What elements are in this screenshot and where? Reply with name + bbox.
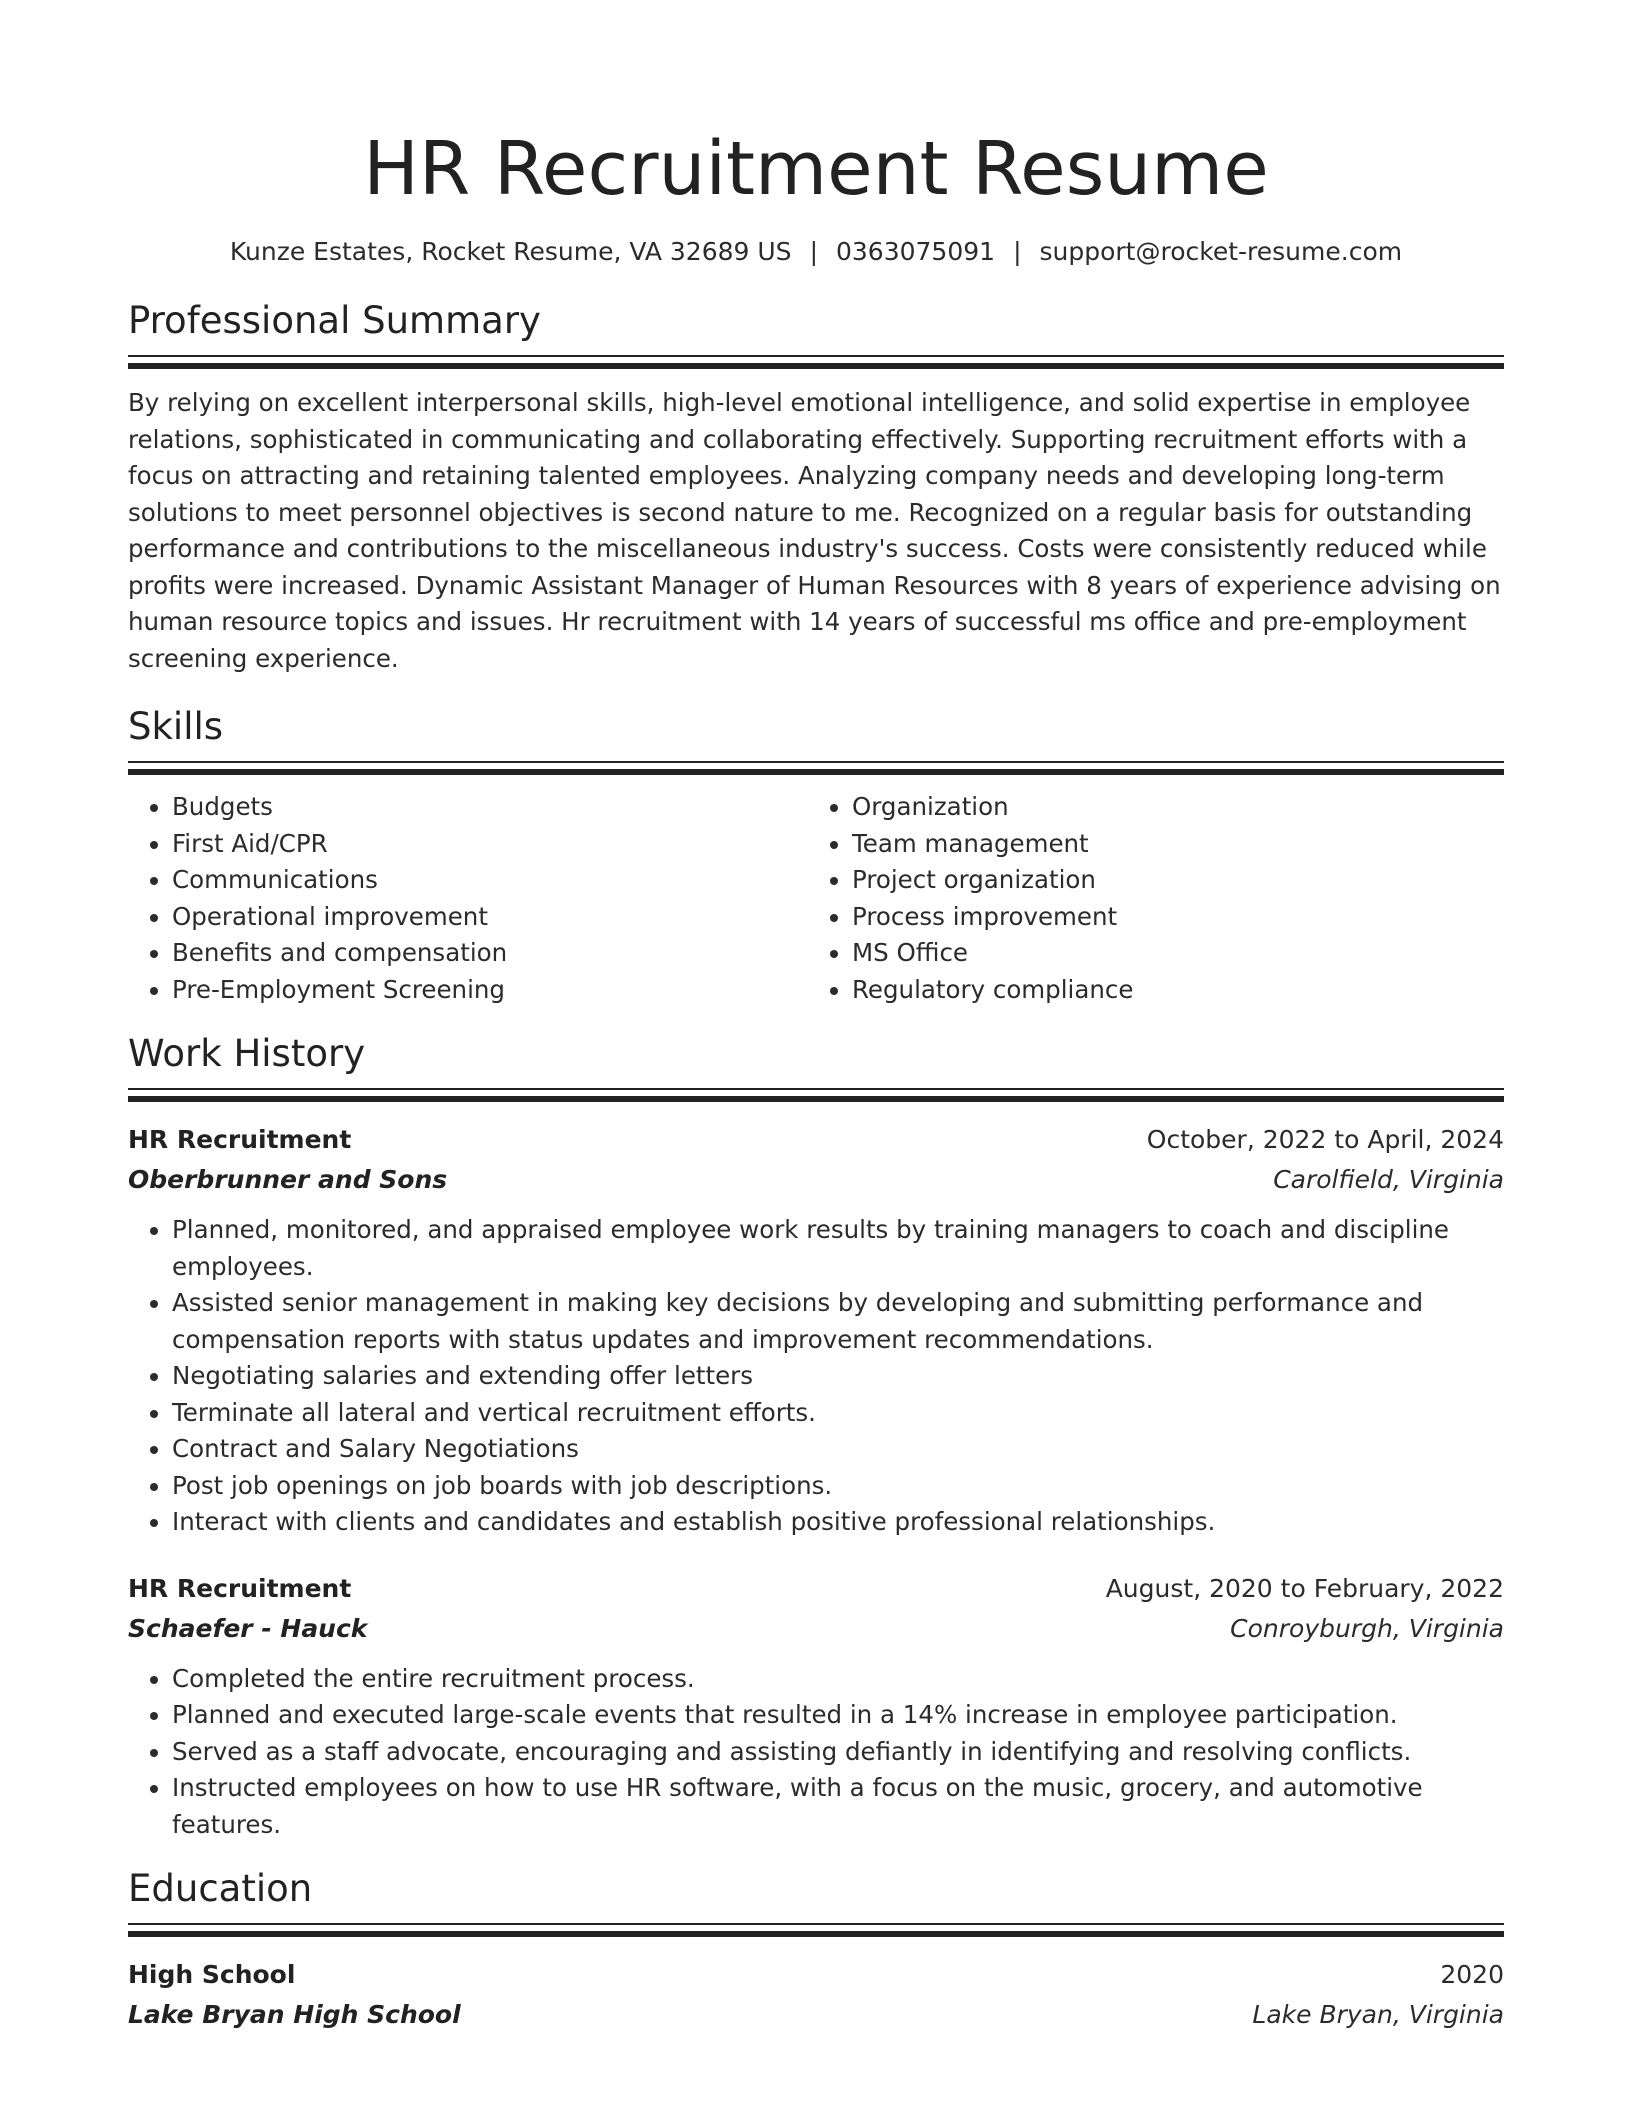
summary-text: By relying on excellent interpersonal skills, high-level emotional intelligence, and solid expertise in employee relations, sophisticated in communicating and collaborating effectively. Supporting recruitment efforts with a focus on attracting and retaining talented employees. Analyzing company needs and developing long-term solutions to meet personnel objectives is second nature to me. Recognized on a regular basis for outstanding performance and contributions to the miscellaneous industry's success. Costs were consistently reduced while profits were increased. Dynamic Assistant Manager of Human Resources with 8 years of experience advising on human resource topics and issues. Hr recruitment with 14 years of successful ms office and pre-employment screening experience.: [128, 388, 1501, 673]
job-company: Schaefer - Hauck: [128, 1613, 368, 1643]
section-divider: [128, 761, 1504, 775]
job-title: HR Recruitment: [128, 1573, 352, 1603]
job-bullet: • Contract and Salary Negotiations: [172, 1431, 1504, 1468]
job-bullets: [128, 1212, 1504, 1541]
job-entry: [128, 1120, 1504, 1541]
job-location: Conroyburgh, Virginia: [1230, 1613, 1504, 1643]
job-subheader: [128, 1160, 1504, 1200]
job-bullet: • Post job openings on job boards with job descriptions.: [172, 1468, 1504, 1505]
summary-section: [128, 297, 1504, 677]
job-entry: [128, 1569, 1504, 1844]
job-bullet: • Planned, monitored, and appraised employee work results by training managers to coach and discipline employees.: [172, 1212, 1504, 1285]
education-entry: [128, 1955, 1504, 2035]
job-bullet: • Completed the entire recruitment process.: [172, 1661, 1504, 1698]
job-bullets: [128, 1661, 1504, 1844]
job-bullet: • Instructed employees on how to use HR software, with a focus on the music, grocery, and automotive features.: [172, 1770, 1504, 1843]
contact-separator: |: [809, 237, 818, 266]
skill-item: • Process improvement: [852, 899, 1488, 936]
education-location: Lake Bryan, Virginia: [1252, 2000, 1504, 2029]
job-bullet: • Terminate all lateral and vertical recruitment efforts.: [172, 1395, 1504, 1432]
job-bullet: • Interact with clients and candidates and establish positive professional relationships.: [172, 1504, 1504, 1541]
contact-phone: 0363075091: [836, 237, 996, 266]
contact-address: Kunze Estates, Rocket Resume, VA 32689 US: [229, 237, 792, 266]
skill-item: • MS Office: [852, 935, 1488, 972]
skills-list-right: [808, 789, 1488, 1008]
summary-heading: Professional Summary: [128, 299, 541, 342]
job-header: [128, 1120, 1504, 1160]
resume-title: HR Recruitment Resume: [363, 126, 1269, 212]
job-dates: October, 2022 to April, 2024: [1146, 1125, 1504, 1154]
work-heading: Work History: [128, 1032, 366, 1075]
work-section: [128, 1030, 1504, 1843]
skill-item: • Team management: [852, 826, 1488, 863]
contact-line: [128, 235, 1504, 269]
skill-item: • Organization: [852, 789, 1488, 826]
section-divider: [128, 1923, 1504, 1937]
job-subheader: [128, 1609, 1504, 1649]
skill-item: • Regulatory compliance: [852, 972, 1488, 1009]
job-bullet: • Negotiating salaries and extending offer letters: [172, 1358, 1504, 1395]
skill-item: • Project organization: [852, 862, 1488, 899]
skill-item: • Budgets: [172, 789, 808, 826]
skills-list-left: [128, 789, 808, 1008]
education-section: [128, 1865, 1504, 2035]
skill-item: • Pre-Employment Screening: [172, 972, 808, 1009]
education-subheader: [128, 1995, 1504, 2035]
contact-separator: |: [1013, 237, 1022, 266]
job-bullet: • Assisted senior management in making key decisions by developing and submitting performance and compensation reports with status updates and improvement recommendations.: [172, 1285, 1504, 1358]
education-school: Lake Bryan High School: [128, 2000, 461, 2029]
job-dates: August, 2020 to February, 2022: [1105, 1573, 1504, 1603]
skill-item: • Communications: [172, 862, 808, 899]
job-location: Carolfield, Virginia: [1273, 1165, 1504, 1194]
job-header: [128, 1569, 1504, 1609]
job-company: Oberbrunner and Sons: [128, 1165, 448, 1194]
section-divider: [128, 1088, 1504, 1102]
education-header: [128, 1955, 1504, 1995]
education-heading: Education: [128, 1867, 313, 1910]
skills-heading: Skills: [128, 705, 224, 748]
job-bullet: • Planned and executed large-scale events that resulted in a 14% increase in employee participation.: [172, 1697, 1504, 1734]
education-year: 2020: [1440, 1960, 1504, 1989]
skill-item: • Operational improvement: [172, 899, 808, 936]
job-title: HR Recruitment: [128, 1125, 352, 1154]
contact-email: support@rocket-resume.com: [1039, 237, 1403, 266]
skill-item: • First Aid/CPR: [172, 826, 808, 863]
section-divider: [128, 355, 1504, 369]
skill-item: • Benefits and compensation: [172, 935, 808, 972]
skills-section: [128, 703, 1504, 1008]
skills-columns: [128, 789, 1504, 1008]
education-degree: High School: [128, 1960, 296, 1989]
job-bullet: • Served as a staff advocate, encouraging and assisting defiantly in identifying and resolving conflicts.: [172, 1734, 1504, 1771]
